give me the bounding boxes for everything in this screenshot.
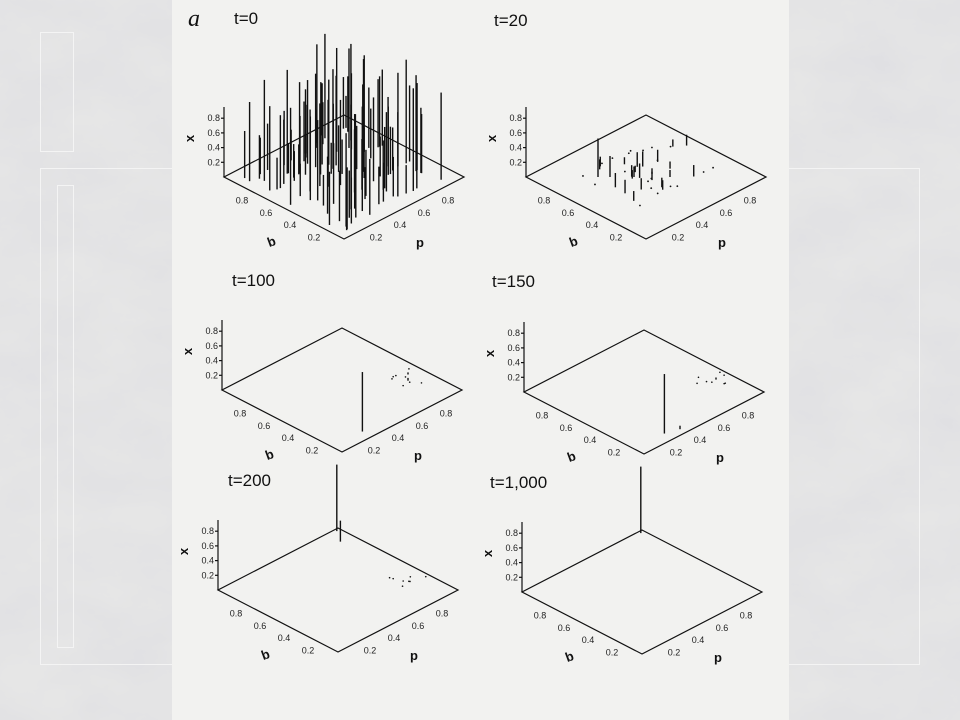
x-tick-label: 0.2 [207, 157, 220, 168]
q-tick-label: 0.2 [607, 447, 621, 458]
distribution-dot [651, 147, 653, 149]
q-tick-label: 0.8 [229, 608, 243, 619]
x-axis-label: x [480, 549, 495, 558]
p-tick-label: 0.2 [671, 232, 685, 243]
panel-t100 [180, 271, 462, 465]
x-tick-label: 0.8 [205, 326, 218, 337]
p-tick-label: 0.4 [693, 435, 707, 446]
p-axis-label: p [718, 235, 726, 251]
x-tick-label: 0.4 [509, 142, 522, 153]
q-tick-label: 0.6 [253, 620, 267, 631]
q-tick-label: 0.6 [561, 207, 575, 218]
x-tick-label: 0.6 [509, 127, 522, 138]
distribution-dot [670, 185, 672, 187]
q-tick-label: 0.4 [583, 435, 597, 446]
p-axis-label: p [716, 450, 724, 466]
x-tick-label: 0.2 [205, 370, 218, 381]
p-tick-label: 0.4 [695, 220, 709, 231]
q-axis-label: q [563, 650, 577, 667]
p-tick-label: 0.8 [741, 410, 755, 421]
p-tick-label: 0.8 [439, 408, 453, 419]
panel-t20 [484, 11, 766, 252]
distribution-dot [706, 381, 708, 383]
distribution-dot [670, 146, 672, 148]
distribution-dot [421, 382, 423, 384]
distribution-dot [642, 149, 644, 151]
q-tick-label: 0.8 [535, 410, 549, 421]
p-tick-label: 0.2 [369, 232, 383, 243]
distribution-dot [392, 578, 394, 580]
distribution-dot [402, 385, 404, 387]
p-tick-label: 0.4 [691, 635, 705, 646]
distribution-dot [389, 577, 391, 579]
x-tick-label: 0.8 [509, 113, 522, 124]
q-tick-label: 0.6 [257, 420, 271, 431]
p-tick-label: 0.4 [393, 220, 407, 231]
p-tick-label: 0.8 [435, 608, 449, 619]
x-tick-label: 0.4 [505, 557, 518, 568]
p-tick-label: 0.6 [717, 422, 731, 433]
x-tick-label: 0.6 [505, 542, 518, 553]
floor-plane [218, 528, 458, 652]
figure-scan [172, 0, 789, 720]
x-axis-label: x [484, 134, 499, 143]
q-tick-label: 0.2 [305, 445, 319, 456]
distribution-dot [698, 376, 700, 378]
p-tick-label: 0.2 [667, 647, 681, 658]
panel-title: t=150 [492, 272, 536, 291]
distribution-dot [409, 581, 411, 583]
x-tick-label: 0.8 [507, 328, 520, 339]
distribution-dot [724, 382, 726, 384]
q-axis-label: q [263, 448, 277, 465]
p-tick-label: 0.8 [441, 195, 455, 206]
x-tick-label: 0.6 [205, 340, 218, 351]
distribution-dot [712, 167, 714, 169]
p-axis-label: p [414, 448, 422, 464]
distribution-dot [719, 371, 721, 373]
distribution-dot [696, 383, 698, 385]
x-axis-label: x [182, 134, 197, 143]
p-tick-label: 0.2 [669, 447, 683, 458]
p-tick-label: 0.8 [743, 195, 757, 206]
p-tick-label: 0.2 [367, 445, 381, 456]
q-tick-label: 0.2 [605, 647, 619, 658]
q-axis-label: q [567, 235, 581, 252]
p-axis-label: p [410, 648, 418, 664]
distribution-dot [402, 585, 404, 587]
distribution-dot [723, 374, 725, 376]
distribution-dot [628, 152, 630, 154]
distribution-dot [582, 175, 584, 177]
distribution-dot [630, 150, 632, 152]
x-tick-label: 0.2 [507, 372, 520, 383]
panel-t200 [176, 465, 458, 665]
p-tick-label: 0.6 [719, 207, 733, 218]
q-tick-label: 0.6 [557, 622, 571, 633]
x-tick-label: 0.6 [507, 342, 520, 353]
q-tick-label: 0.8 [537, 195, 551, 206]
q-tick-label: 0.2 [307, 232, 321, 243]
panel-t150 [482, 272, 764, 467]
p-axis-label: p [714, 650, 722, 666]
p-tick-label: 0.4 [391, 433, 405, 444]
panel-t1000 [480, 467, 762, 667]
q-tick-label: 0.2 [301, 645, 315, 656]
p-tick-label: 0.4 [387, 633, 401, 644]
distribution-dot [639, 205, 641, 207]
panel-letter: a [188, 6, 200, 32]
x-tick-label: 0.6 [207, 127, 220, 138]
distribution-dot [410, 576, 412, 578]
floor-plane [524, 330, 764, 454]
distribution-dot [601, 162, 603, 164]
p-tick-label: 0.6 [411, 620, 425, 631]
distribution-dot [657, 193, 659, 195]
panel-title: t=0 [234, 9, 259, 28]
slide-frame-left-top [40, 32, 74, 152]
q-tick-label: 0.8 [233, 408, 247, 419]
q-tick-label: 0.4 [585, 220, 599, 231]
x-tick-label: 0.2 [509, 157, 522, 168]
distribution-dot [650, 187, 652, 189]
q-tick-label: 0.8 [533, 610, 547, 621]
q-tick-label: 0.8 [235, 195, 249, 206]
p-axis-label: p [416, 235, 424, 251]
panel-title: t=20 [494, 11, 528, 30]
x-tick-label: 0.4 [207, 142, 220, 153]
distribution-dot [703, 171, 705, 173]
panel-t0 [182, 9, 464, 252]
distribution-dot [395, 375, 397, 377]
x-tick-label: 0.2 [201, 570, 214, 581]
q-tick-label: 0.4 [283, 220, 297, 231]
p-tick-label: 0.6 [715, 622, 729, 633]
distribution-dot [409, 381, 411, 383]
distribution-dot [711, 381, 713, 383]
q-tick-label: 0.6 [559, 422, 573, 433]
distribution-dot [391, 378, 393, 380]
x-tick-label: 0.2 [505, 572, 518, 583]
q-axis-label: q [565, 450, 579, 467]
p-tick-label: 0.6 [415, 420, 429, 431]
x-tick-label: 0.4 [507, 357, 520, 368]
x-tick-label: 0.8 [207, 113, 220, 124]
q-tick-label: 0.4 [581, 635, 595, 646]
floor-plane [222, 328, 462, 452]
p-tick-label: 0.6 [417, 207, 431, 218]
q-axis-label: q [265, 235, 279, 252]
q-tick-label: 0.6 [259, 207, 273, 218]
slide-frame-left-inner [57, 185, 74, 648]
distribution-dot [402, 580, 404, 582]
x-axis-label: x [180, 347, 195, 356]
x-axis-label: x [482, 349, 497, 358]
x-tick-label: 0.8 [505, 528, 518, 539]
x-tick-label: 0.4 [201, 555, 214, 566]
distribution-dot [392, 376, 394, 378]
q-axis-label: q [259, 648, 273, 665]
x-axis-label: x [176, 547, 191, 556]
distribution-dot [612, 157, 614, 159]
x-tick-label: 0.6 [201, 540, 214, 551]
distribution-dot [647, 180, 649, 182]
q-tick-label: 0.4 [277, 633, 291, 644]
distribution-dot [624, 171, 626, 173]
distribution-dot [657, 159, 659, 161]
distribution-dot [676, 185, 678, 187]
floor-plane [526, 115, 766, 239]
panel-title: t=100 [232, 271, 276, 290]
q-tick-label: 0.4 [281, 433, 295, 444]
distribution-dot [425, 576, 427, 578]
floor-plane [522, 530, 762, 654]
q-tick-label: 0.2 [609, 232, 623, 243]
panel-title: t=200 [228, 471, 272, 490]
distribution-dot [594, 184, 596, 186]
distribution-dot [405, 376, 407, 378]
distribution-dot [408, 368, 410, 370]
p-tick-label: 0.8 [739, 610, 753, 621]
p-tick-label: 0.2 [363, 645, 377, 656]
distribution-dot [650, 178, 652, 180]
figure-graphic [172, 0, 789, 720]
x-tick-label: 0.8 [201, 526, 214, 537]
panel-title: t=1,000 [490, 473, 548, 492]
x-tick-label: 0.4 [205, 355, 218, 366]
